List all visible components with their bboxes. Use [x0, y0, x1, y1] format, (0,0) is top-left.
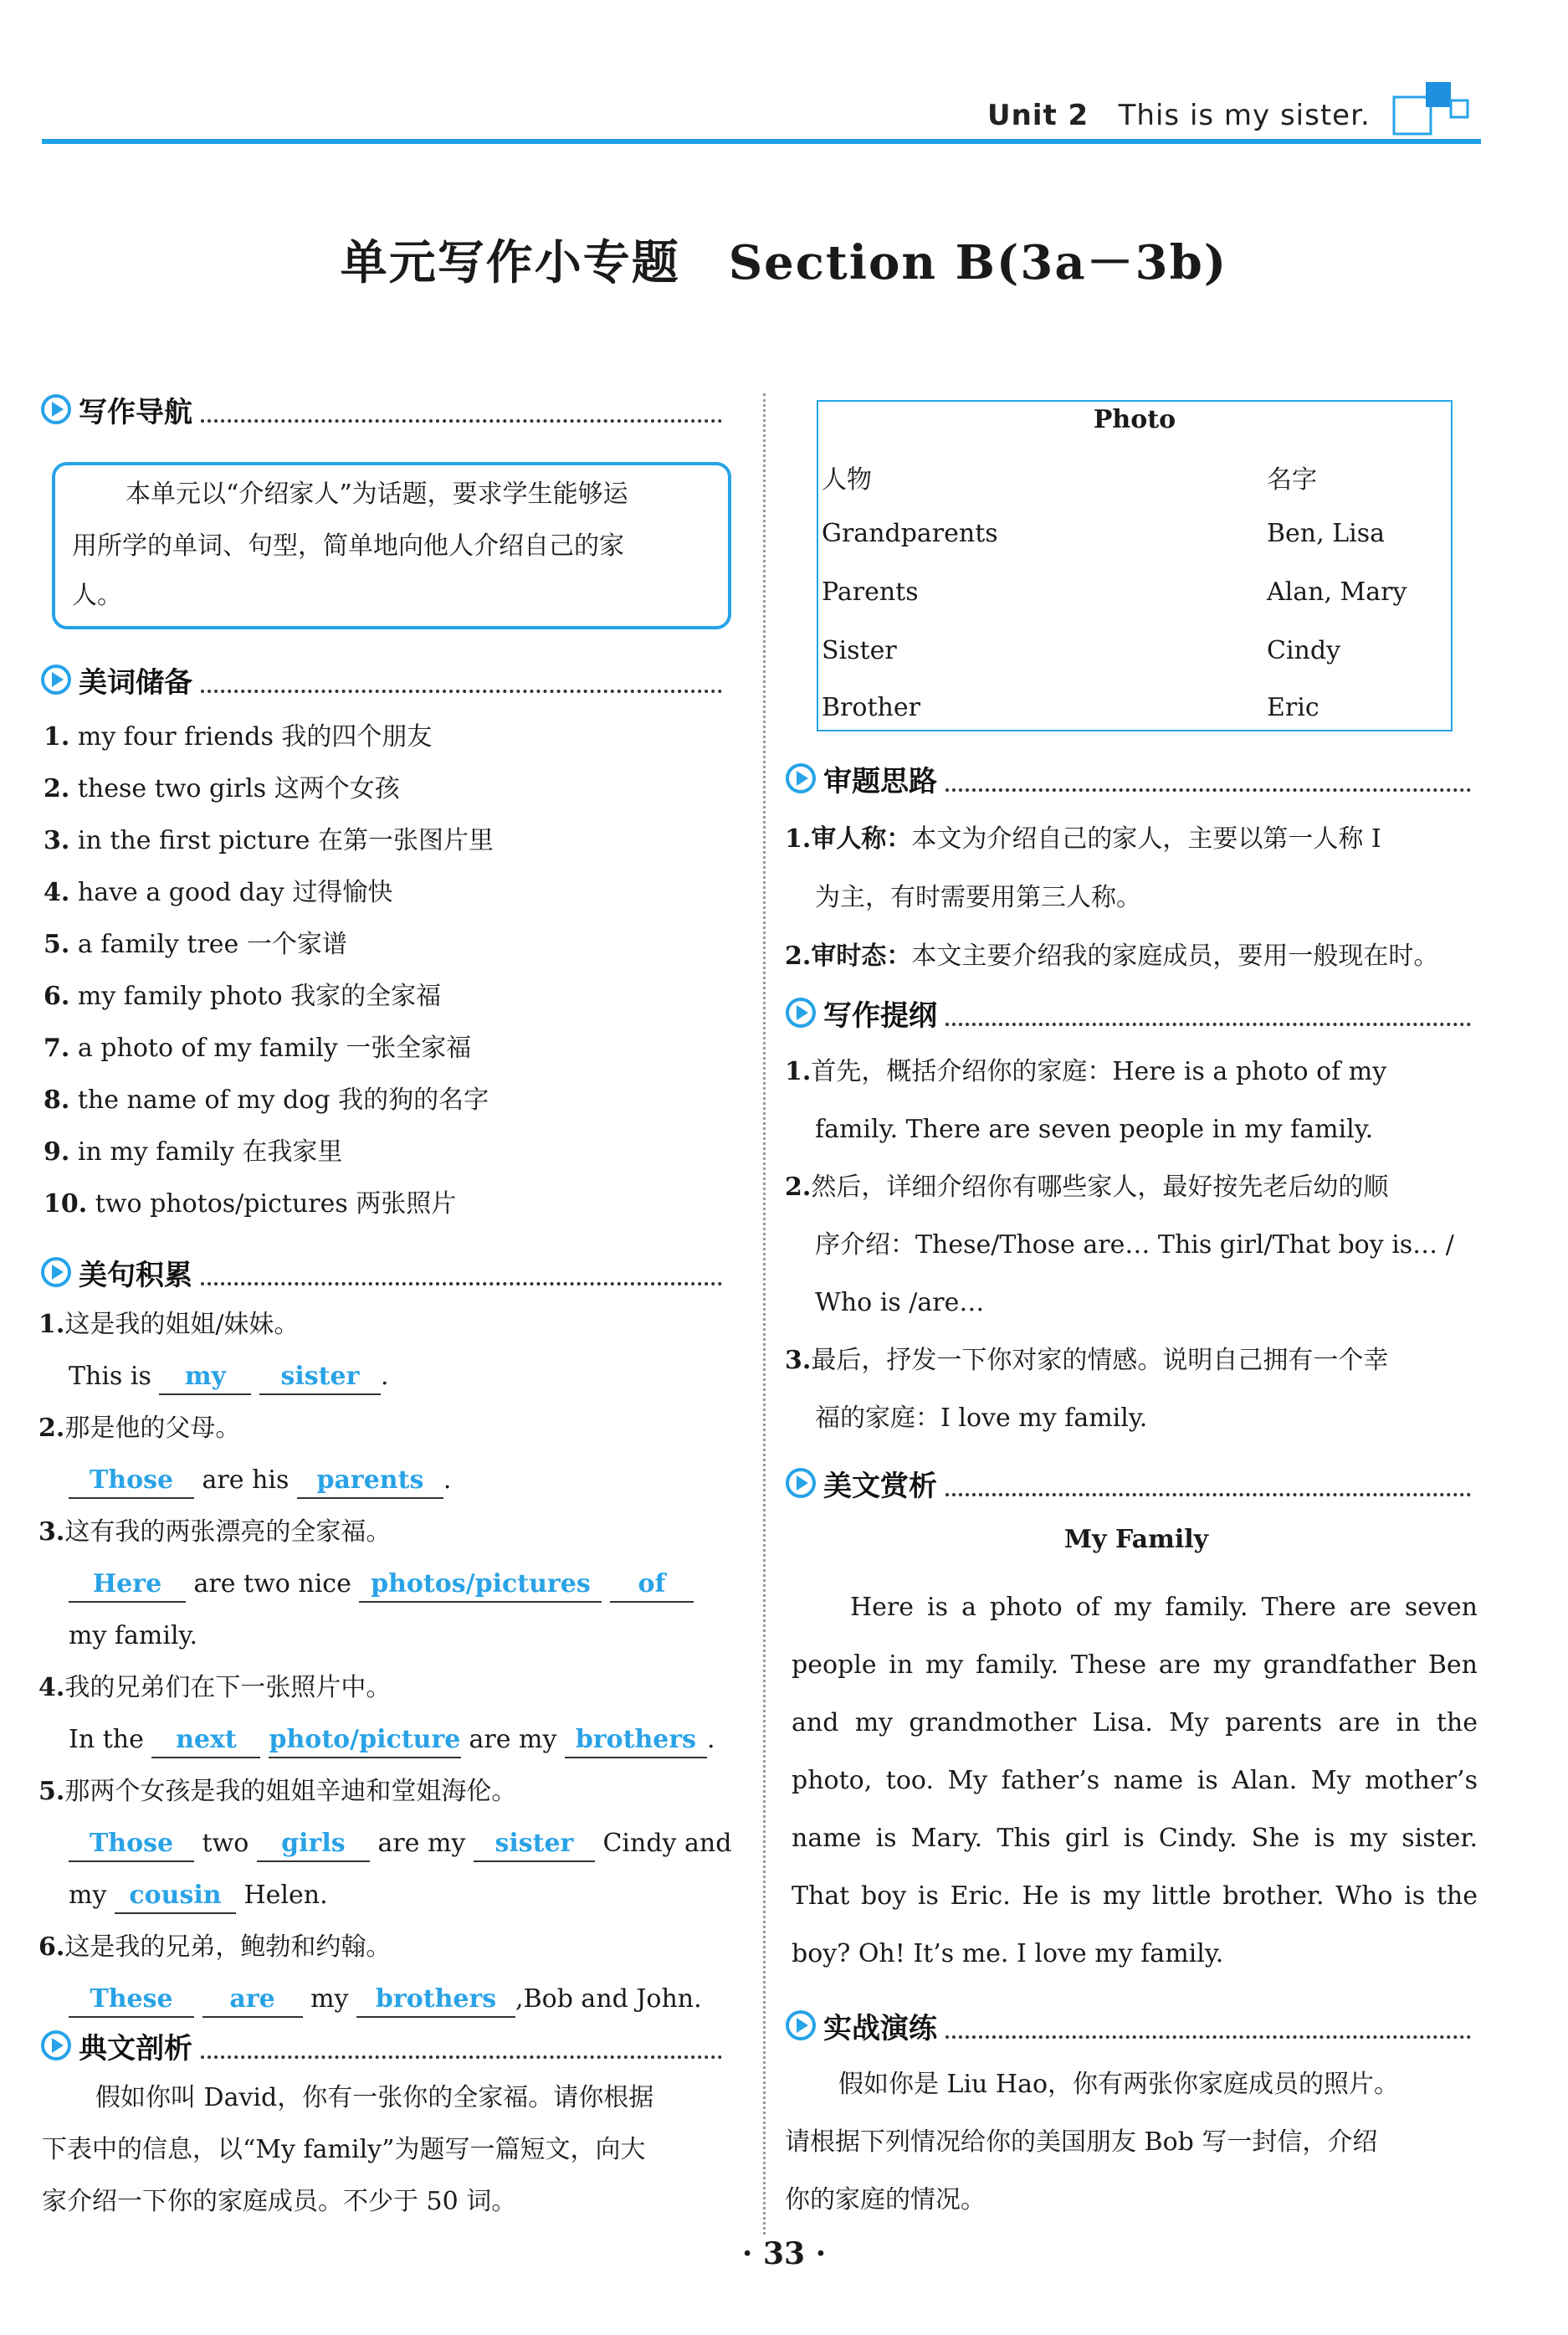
unit-label: Unit 2 This is my sister.: [987, 99, 1371, 132]
section-practice: 实战演练: [785, 2005, 1471, 2045]
answer-blank: next: [151, 1723, 260, 1758]
play-circle-icon: [40, 1256, 72, 1288]
answer-blank: photo/picture: [269, 1723, 461, 1758]
section-outline: 写作提纲: [785, 993, 1471, 1033]
answer-blank: of: [610, 1568, 694, 1603]
practice-prompt: 假如你是 Liu Hao，你有两张你家庭成员的照片。 请根据下列情况给你的美国朋友 Bob 写一封信，介绍 你的家庭的情况。: [785, 2070, 1400, 2214]
section-vocab: 美词储备: [40, 659, 722, 700]
play-circle-icon: [40, 2030, 72, 2061]
page-number: · 33 ·: [741, 2236, 827, 2271]
header-squares-icon: [1389, 75, 1481, 142]
answer-blank: photos/pictures: [359, 1568, 602, 1603]
answer-blank: my: [159, 1360, 251, 1395]
vocab-item: 3. in the first picture 在第一张图片里: [44, 826, 494, 855]
table-row: Ben, Lisa: [1267, 519, 1385, 548]
section-essay: 美文赏析: [785, 1463, 1471, 1503]
page-title: 单元写作小专题 Section B(3a－3b): [340, 235, 1228, 290]
play-circle-icon: [40, 664, 72, 695]
essay-title: My Family: [1063, 1525, 1209, 1554]
intro-text: 本单元以“介绍家人”为话题，要求学生能够运 用所学的单词、句型，简单地向他人介绍自己的家 人。: [72, 480, 628, 610]
answer-blank: cousin: [115, 1879, 236, 1914]
answer-blank: parents: [297, 1464, 443, 1499]
column-divider: [763, 393, 766, 2235]
play-circle-icon: [785, 762, 817, 794]
header-rule: [42, 139, 1481, 144]
table-row: Parents: [822, 577, 919, 607]
section-sentences: 美句积累: [40, 1252, 722, 1292]
table-row: Alan, Mary: [1267, 577, 1407, 607]
answer-blank: brothers: [356, 1983, 515, 2018]
answer-blank: brothers: [565, 1723, 707, 1758]
photo-table: [817, 400, 1453, 731]
vocab-list: [44, 711, 730, 1230]
vocab-item: 7. a photo of my family 一张全家福: [44, 1034, 472, 1063]
table-row: Brother: [822, 693, 920, 722]
answer-blank: Those: [69, 1464, 194, 1499]
section-model-essay: 典文剖析: [40, 2025, 722, 2066]
vocab-item: 1. my four friends 我的四个朋友: [44, 722, 433, 752]
vocab-item: 5. a family tree 一个家谱: [44, 930, 347, 959]
analysis-list: 1.审人称：本文为介绍自己的家人，主要以第一人称 I 为主，有时需要用第三人称。 2.审时态：本文主要介绍我的家庭成员，要用一般现在时。: [785, 824, 1439, 971]
answer-blank: sister: [474, 1827, 595, 1862]
play-circle-icon: [40, 393, 72, 425]
play-circle-icon: [785, 997, 817, 1029]
answer-blank: are: [202, 1983, 303, 2018]
table-row: Eric: [1267, 693, 1319, 722]
play-circle-icon: [785, 1467, 817, 1499]
sentence-list: 1.这是我的姐姐/妹妹。 This is my sister . 2.那是他的父母。 Those are his parents . 3.这有我的两张漂亮的全家福。 Here are two nice photos/pictures of my family. 4.我的兄弟们在下一张照片中。 In the next photo/picture are my brothers . 5.那两个女孩是我的姐姐辛迪和堂姐海伦。 Those two girls are my sister Cindy and my cousin Helen. 6.这是我的兄弟，鲍勃和约翰。 These are my brothers ,Bob and John.: [38, 1299, 733, 2025]
table-row: Sister: [822, 636, 897, 665]
section-writing-guide: 写作导航: [40, 389, 722, 429]
answer-blank: These: [69, 1983, 194, 2018]
outline-list: 1.首先，概括介绍你的家庭：Here is a photo of my family. There are seven people in my family. 2.然后，详细介绍你有哪些家人，最好按先老后幼的顺 序介绍：These/Those are… This girl/That boy is… / Who is /are… 3.最后，抒发一下你对家的情感。说明自己拥有一个幸 福的家庭：I love my family.: [785, 1057, 1454, 1433]
vocab-item: 8. the name of my dog 我的狗的名字: [44, 1085, 489, 1115]
vocab-item: 2. these two girls 这两个女孩: [44, 774, 400, 803]
answer-blank: girls: [257, 1827, 370, 1862]
vocab-item: 10. two photos/pictures 两张照片: [44, 1189, 457, 1219]
vocab-item: 6. my family photo 我家的全家福: [44, 982, 442, 1011]
vocab-item: 9. in my family 在我家里: [44, 1137, 343, 1167]
table-header-name: 名字: [1267, 465, 1317, 495]
model-prompt: 假如你叫 David，你有一张你的全家福。请你根据 下表中的信息，以“My family”为题写一篇短文，向大 家介绍一下你的家庭成员。不少于 50 词。: [42, 2083, 654, 2216]
photo-table-title: Photo: [1093, 405, 1176, 434]
play-circle-icon: [785, 2009, 817, 2041]
table-header-person: 人物: [822, 465, 872, 495]
section-analysis: 审题思路: [785, 758, 1471, 798]
vocab-item: 4. have a good day 过得愉快: [44, 878, 393, 907]
essay-body: Here is a photo of my family. There are seven people in my family. These are my grandfather Ben and my grandmother Lisa. My parents are in the photo, too. My father’s name is Alan. My mother’s name is Mary. This girl is Cindy. She is my sister. That boy is Eric. He is my little brother. Who is the boy? Oh! It’s me. I love my family.: [792, 1593, 1478, 1968]
table-row: Grandparents: [822, 519, 998, 548]
answer-blank: sister: [259, 1360, 381, 1395]
answer-blank: Those: [69, 1827, 194, 1862]
answer-blank: Here: [69, 1568, 186, 1603]
table-row: Cindy: [1267, 636, 1341, 665]
